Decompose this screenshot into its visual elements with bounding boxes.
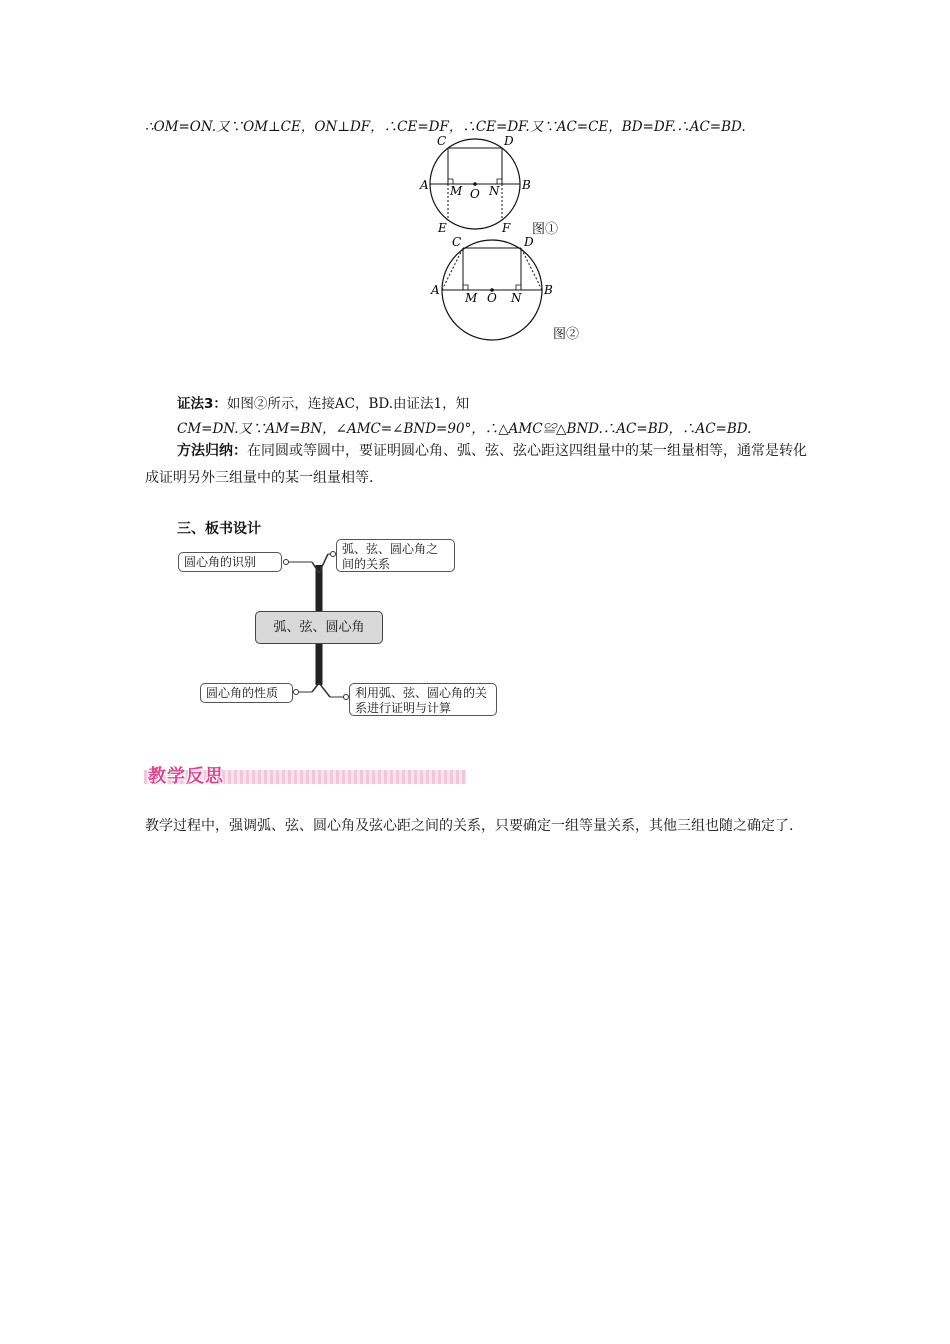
reflection-banner	[144, 762, 466, 788]
summary-text: 在同圆或等圆中，要证明圆心角、弧、弦、弦心距这四组量中的某一组量相等，通常是转化成证明另外三组量中的某一组量相等.	[145, 443, 807, 486]
proof-line: ∴OM=ON.又∵OM⊥CE，ON⊥DF，∴CE=DF，∴CE=DF.又∵AC=CE，BD=DF.∴AC=BD.	[145, 119, 746, 135]
summary-title: 方法归纳：	[177, 443, 247, 459]
figure-2-caption: 图②	[553, 327, 580, 342]
fig2-label-m: M	[465, 291, 478, 305]
fig1-label-e: E	[438, 221, 447, 235]
reflection-title: 教学反思	[148, 766, 224, 787]
method3-title: 证法3：	[177, 396, 227, 412]
fig2-label-o: O	[487, 291, 497, 305]
fig1-label-f: F	[502, 221, 511, 235]
fig2-label-n: N	[511, 291, 522, 305]
board-node-left-bottom: 圆心角的性质	[200, 683, 293, 703]
method3-line2: CM=DN.又∵AM=BN，∠AMC=∠BND=90°，∴△AMC≌△BND.∴AC=BD，∴AC=BD.	[177, 421, 752, 437]
board-heading: 三、板书设计	[177, 521, 261, 537]
fig1-label-d: D	[504, 134, 514, 148]
fig1-label-n: N	[489, 184, 500, 198]
method3-line1	[177, 395, 469, 413]
fig1-label-o: O	[470, 187, 480, 201]
method-summary	[145, 438, 807, 492]
fig1-label-c: C	[437, 134, 447, 148]
board-node-left-top: 圆心角的识别	[178, 552, 282, 572]
method3-text1: 如图②所示，连接AC，BD.由证法1，知	[226, 396, 470, 412]
fig1-label-a: A	[420, 178, 429, 192]
fig2-label-d: D	[524, 235, 534, 249]
fig2-label-b: B	[544, 283, 553, 297]
board-node-center: 弧、弦、圆心角	[255, 611, 383, 644]
fig1-label-m: M	[450, 184, 463, 198]
board-node-right-top: 弧、弦、圆心角之间的关系	[336, 539, 455, 572]
fig2-label-a: A	[431, 283, 440, 297]
figure-1-caption: 图①	[532, 222, 559, 237]
fig1-label-b: B	[522, 178, 531, 192]
figure-2-diagram	[425, 234, 560, 344]
figure-1-diagram	[415, 132, 540, 240]
reflection-text: 教学过程中，强调弧、弦、圆心角及弦心距之间的关系，只要确定一组等量关系，其他三组也随之确定了.	[145, 818, 794, 834]
fig2-label-c: C	[452, 235, 462, 249]
board-node-right-bottom: 利用弧、弦、圆心角的关系进行证明与计算	[349, 683, 497, 716]
